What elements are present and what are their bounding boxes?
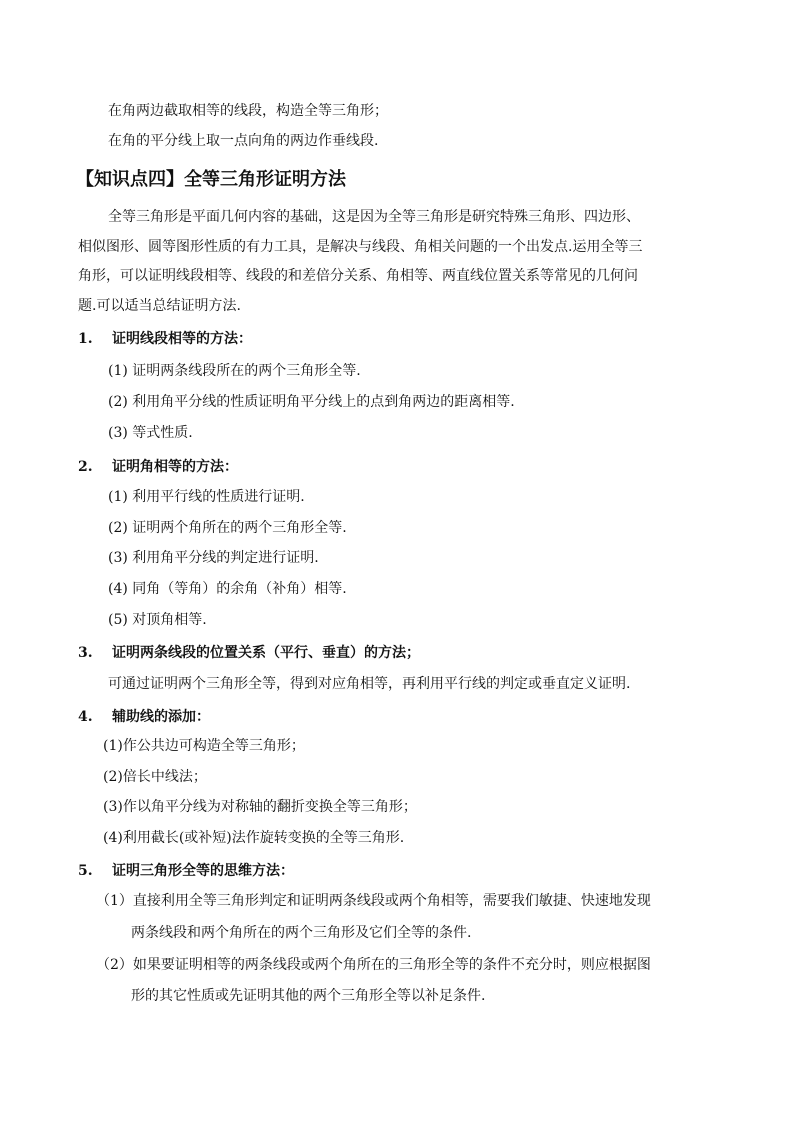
item-4-number: 4.: [78, 709, 93, 725]
item-5-line-3: （2）如果要证明相等的两条线段或两个角所在的三角形全等的条件不充分时，则应根据图: [96, 957, 651, 973]
item-4-title: 辅助线的添加：: [112, 709, 210, 725]
section-paragraph-line-1: 全等三角形是平面几何内容的基础，这是因为全等三角形是研究特殊三角形、四边形、: [108, 209, 640, 225]
item-5-line-2: 两条线段和两个角所在的两个三角形及它们全等的条件.: [131, 925, 472, 941]
item-2-line-3: (3) 利用角平分线的判定进行证明.: [108, 550, 319, 566]
item-3-number: 3.: [78, 645, 93, 661]
intro-line-1: 在角两边截取相等的线段，构造全等三角形；: [108, 103, 388, 119]
section-paragraph-line-2: 相似图形、圆等图形性质的有力工具，是解决与线段、角相关问题的一个出发点.运用全等三: [78, 239, 643, 255]
item-5-title: 证明三角形全等的思维方法：: [112, 863, 294, 879]
section-title: 【知识点四】全等三角形证明方法: [76, 169, 346, 190]
item-2-heading: [78, 457, 238, 477]
item-5-line-4: 形的其它性质或先证明其他的两个三角形全等以补足条件.: [131, 988, 486, 1004]
item-1-line-1: (1) 证明两条线段所在的两个三角形全等.: [108, 363, 361, 379]
item-2-number: 2.: [78, 459, 93, 475]
item-4-line-4: (4)利用截长(或补短)法作旋转变换的全等三角形.: [103, 830, 405, 846]
item-4-line-2: (2)倍长中线法；: [103, 769, 207, 785]
item-5-line-1: （1）直接利用全等三角形判定和证明两条线段或两个角相等，需要我们敏捷、快速地发现: [96, 893, 651, 909]
item-1-number: 1.: [78, 331, 93, 347]
item-3-line-1: 可通过证明两个三角形全等，得到对应角相等，再利用平行线的判定或垂直定义证明.: [108, 676, 631, 692]
item-5-number: 5.: [78, 863, 93, 879]
intro-line-2: 在角的平分线上取一点向角的两边作垂线段.: [108, 133, 379, 149]
item-1-heading: [78, 329, 252, 349]
item-2-line-4: (4) 同角（等角）的余角（补角）相等.: [108, 581, 347, 597]
item-2-line-5: (5) 对顶角相等.: [108, 612, 207, 628]
item-2-title: 证明角相等的方法：: [112, 459, 238, 475]
section-paragraph-line-3: 角形，可以证明线段相等、线段的和差倍分关系、角相等、两直线位置关系等常见的几何问: [78, 268, 638, 284]
item-4-line-1: (1)作公共边可构造全等三角形；: [103, 738, 305, 754]
item-1-title: 证明线段相等的方法：: [112, 331, 252, 347]
item-1-line-3: (3) 等式性质.: [108, 425, 193, 441]
item-2-line-1: (1) 利用平行线的性质进行证明.: [108, 489, 305, 505]
item-2-line-2: (2) 证明两个角所在的两个三角形全等.: [108, 520, 347, 536]
item-3-heading: [78, 643, 420, 663]
item-1-line-2: (2) 利用角平分线的性质证明角平分线上的点到角两边的距离相等.: [108, 394, 515, 410]
item-4-line-3: (3)作以角平分线为对称轴的翻折变换全等三角形；: [103, 799, 417, 815]
item-3-title: 证明两条线段的位置关系（平行、垂直）的方法；: [112, 645, 420, 661]
item-4-heading: [78, 707, 210, 727]
item-5-heading: [78, 861, 294, 881]
section-paragraph-line-4: 题.可以适当总结证明方法.: [78, 298, 241, 314]
